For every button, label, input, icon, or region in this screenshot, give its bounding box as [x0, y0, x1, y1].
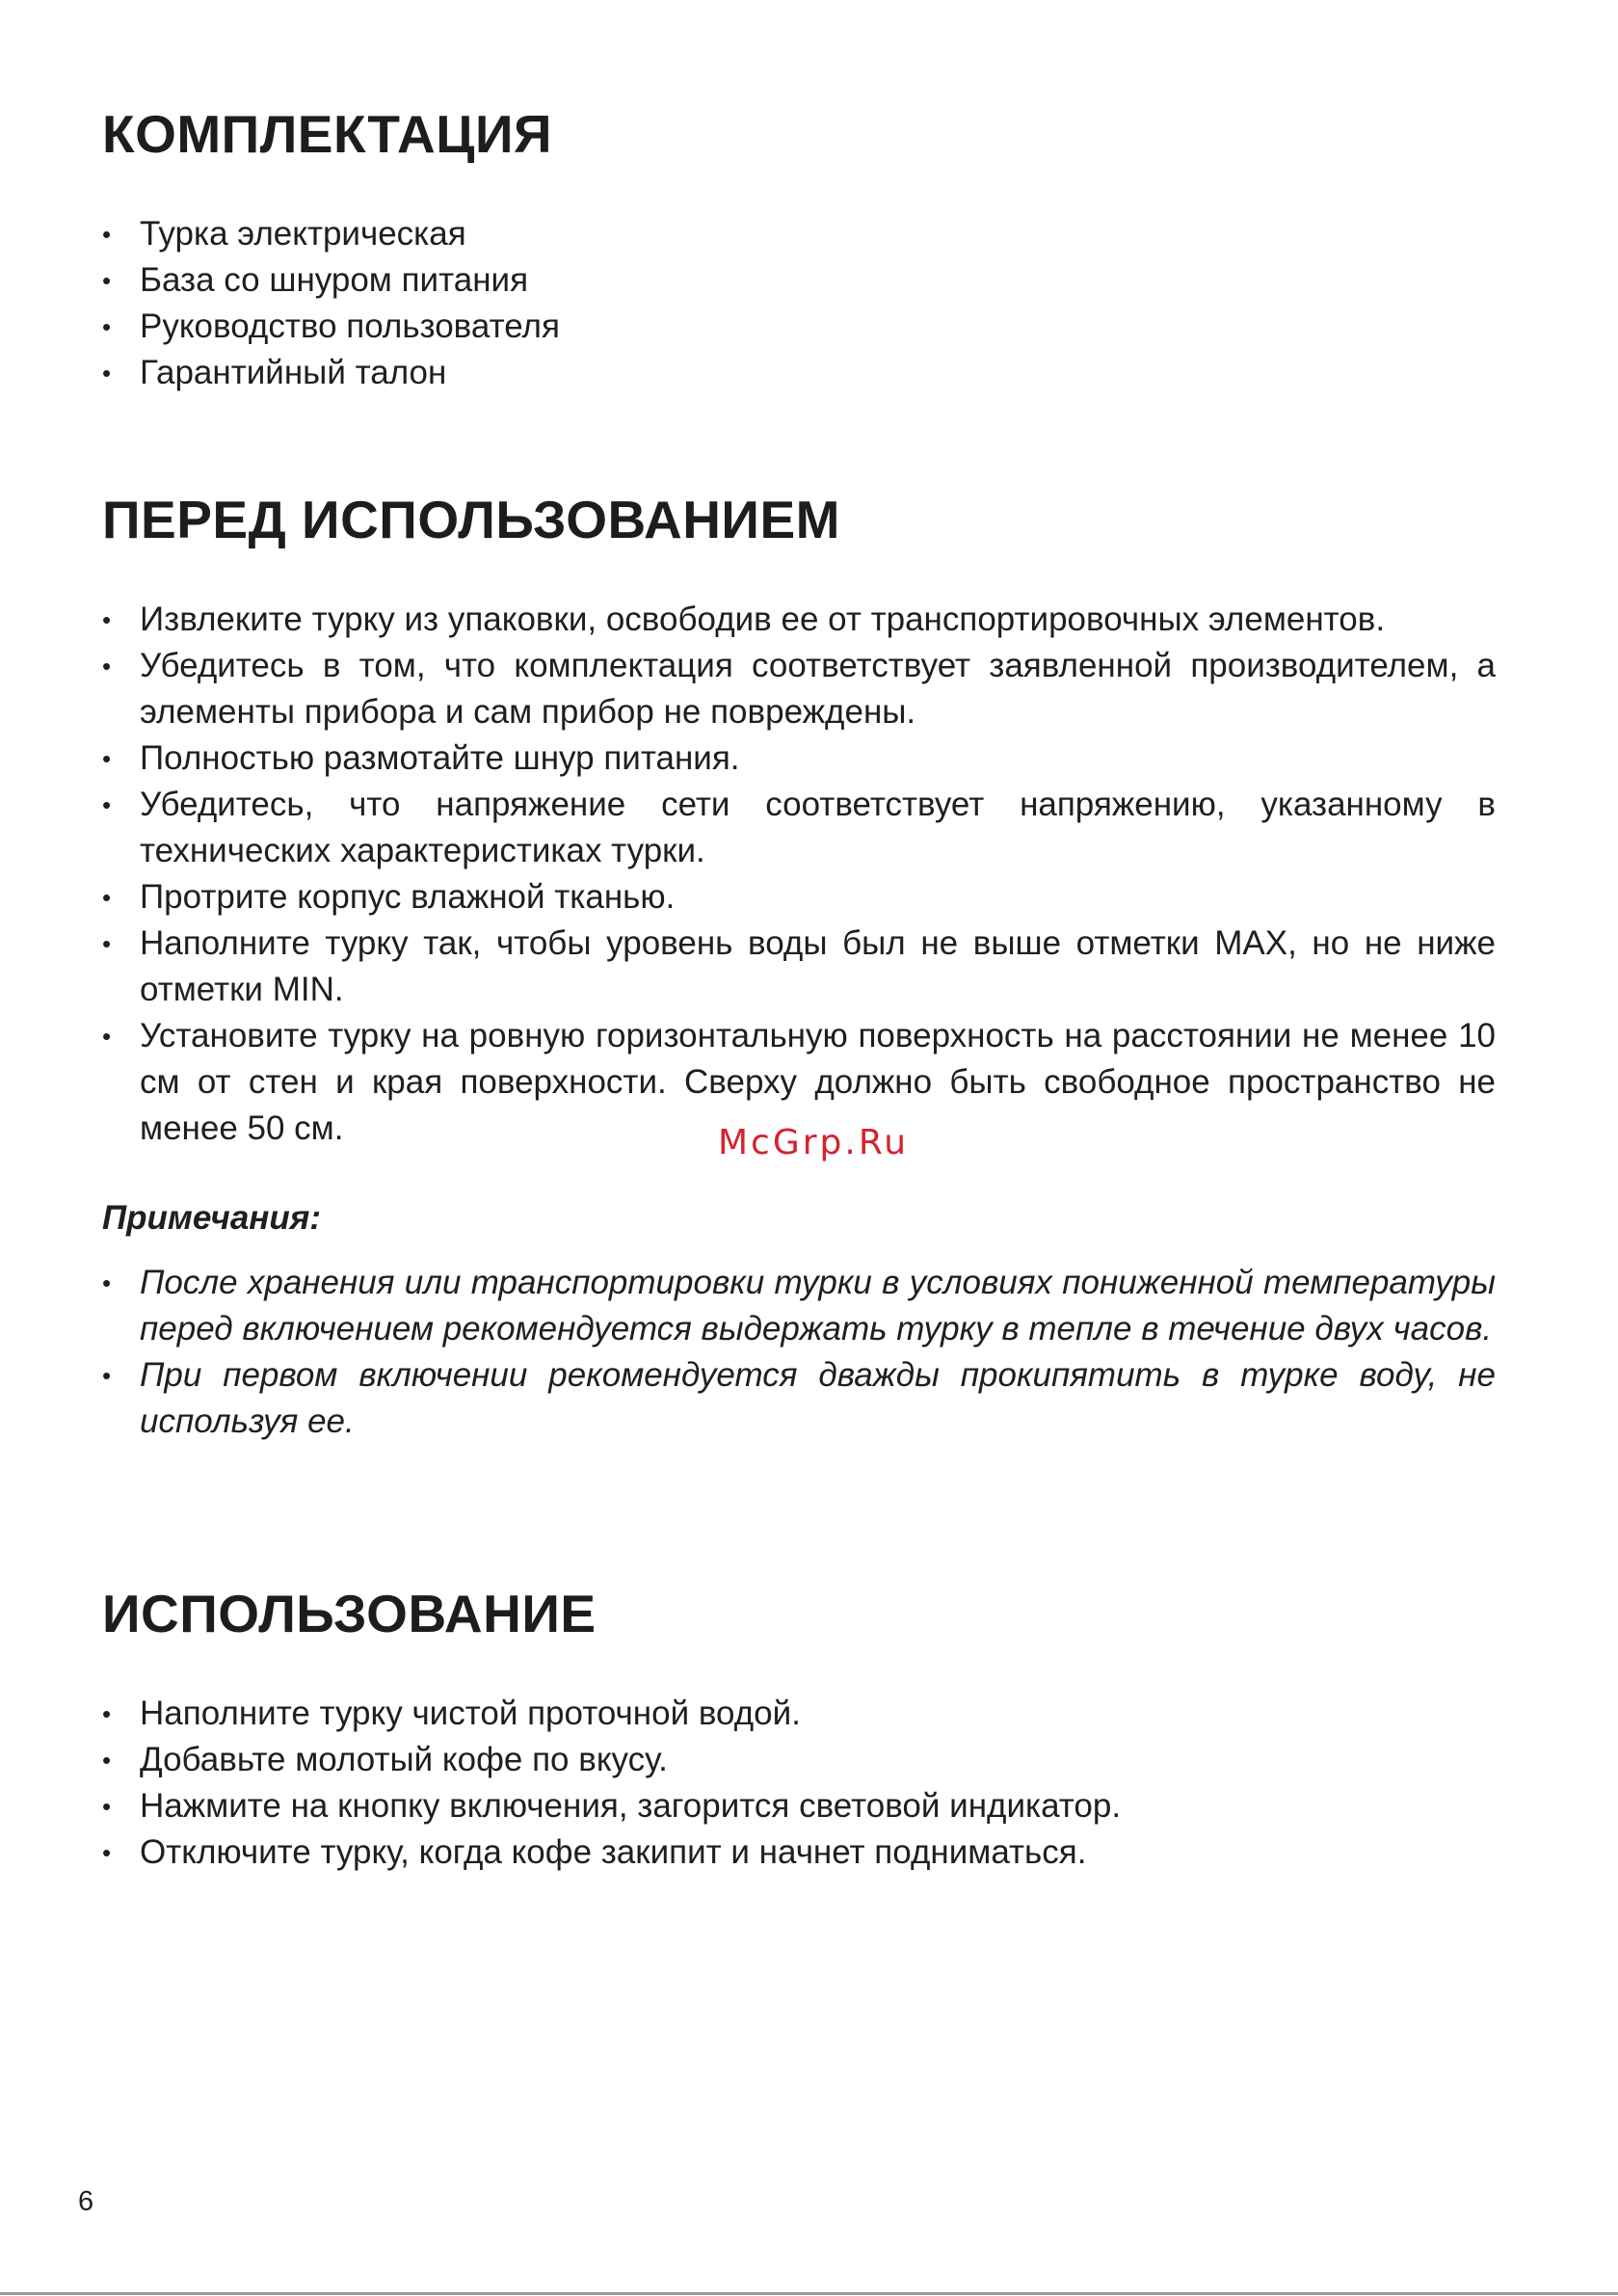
usage-list [102, 1691, 1496, 1876]
list-item: • Гарантийный талон [102, 350, 1496, 396]
list-item: • База со шнуром питания [102, 257, 1496, 304]
list-item: • Установите турку на ровную горизонтальную поверхность на расстоянии не менее 10 см от стен и края поверхности. Сверху должно быть свободное пространство не менее 50 см. [102, 1013, 1496, 1152]
list-item: • Добавьте молотый кофе по вкусу. [102, 1737, 1496, 1783]
before-use-list [102, 597, 1496, 1152]
notes-label: Примечания: [102, 1199, 322, 1237]
note-item: • После хранения или транспортировки турки в условиях пониженной температуры перед включением рекомендуется выдержать турку в тепле в течение двух часов. [102, 1260, 1496, 1352]
list-item: • Наполните турку чистой проточной водой. [102, 1691, 1496, 1737]
section-title-usage: ИСПОЛЬЗОВАНИЕ [102, 1584, 597, 1643]
list-item: • Протрите корпус влажной тканью. [102, 874, 1496, 921]
notes-list [102, 1260, 1496, 1445]
bottom-divider [0, 2292, 1618, 2295]
list-item: • Руководство пользователя [102, 304, 1496, 350]
list-item: • Наполните турку так, чтобы уровень воды был не выше отметки MAX, но не ниже отметки MIN. [102, 921, 1496, 1013]
list-item: • Турка электрическая [102, 211, 1496, 257]
list-item: • Нажмите на кнопку включения, загорится световой индикатор. [102, 1783, 1496, 1829]
page-number: 6 [78, 2186, 94, 2217]
watermark: McGrp.Ru [718, 1123, 910, 1162]
package-list [102, 211, 1496, 396]
list-item: • Извлеките турку из упаковки, освободив ее от транспортировочных элементов. [102, 597, 1496, 643]
note-item: • При первом включении рекомендуется дважды прокипятить в турке воду, не используя ее. [102, 1352, 1496, 1445]
list-item: • Полностью размотайте шнур питания. [102, 735, 1496, 782]
list-item: • Убедитесь, что напряжение сети соответствует напряжению, указанному в технических характеристиках турки. [102, 782, 1496, 874]
list-item: • Отключите турку, когда кофе закипит и начнет подниматься. [102, 1829, 1496, 1876]
list-item: • Убедитесь в том, что комплектация соответствует заявленной производителем, а элементы прибора и сам прибор не повреждены. [102, 643, 1496, 735]
section-title-before-use: ПЕРЕД ИСПОЛЬЗОВАНИЕМ [102, 490, 840, 549]
section-title-package: КОМПЛЕКТАЦИЯ [102, 104, 553, 164]
